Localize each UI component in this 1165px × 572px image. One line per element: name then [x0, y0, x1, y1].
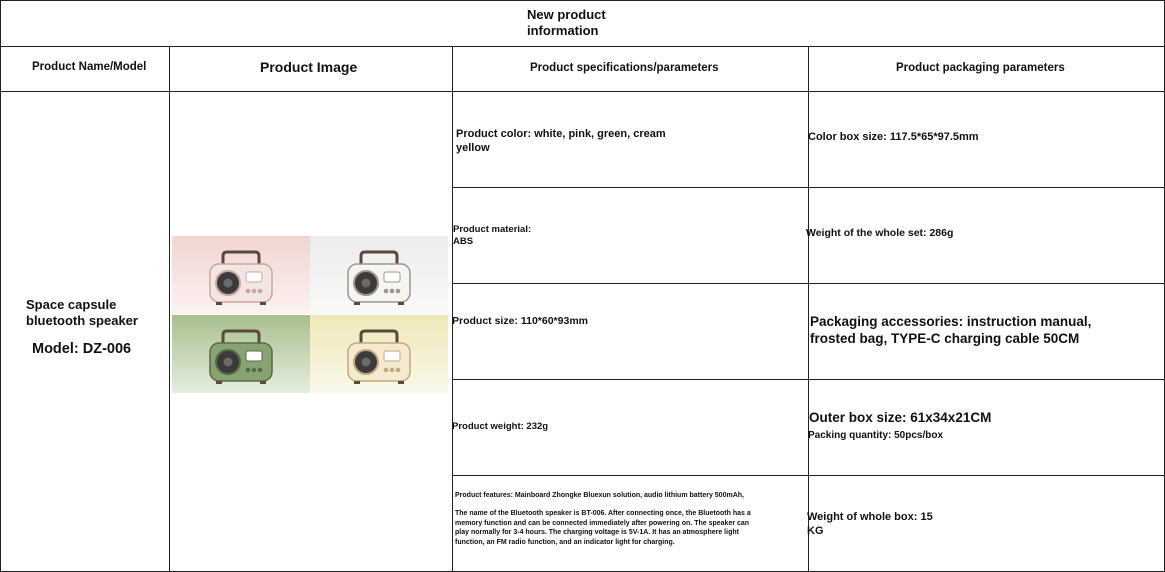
speaker-foot [216, 302, 222, 305]
speaker-foot [398, 381, 404, 384]
pack-quantity: Packing quantity: 50pcs/box [808, 430, 944, 441]
speaker-white-illustration [310, 236, 448, 314]
speaker-button-icon [252, 289, 257, 294]
speaker-cone-icon [224, 358, 233, 367]
speaker-cone-icon [362, 279, 371, 288]
pack-accessories [810, 314, 1091, 348]
spec-features-line-2: The name of the Bluetooth speaker is BT-006. After connecting once, the Bluetooth has a [455, 510, 751, 518]
speaker-tile-cream [310, 315, 448, 393]
speaker-button-icon [258, 368, 263, 373]
pack-box-weight-line-1: Weight of whole box: 15 [807, 511, 933, 523]
spec-size: Product size: 110*60*93mm [452, 315, 588, 327]
spec-row-divider-2 [452, 283, 1165, 284]
spec-material-line-1: Product material: [453, 224, 532, 235]
speaker-button-icon [246, 368, 251, 373]
speaker-button-icon [390, 289, 395, 294]
speaker-button-icon [390, 368, 395, 373]
product-name [26, 297, 138, 330]
speaker-button-icon [258, 289, 263, 294]
speaker-button-icon [396, 289, 401, 294]
pack-box-weight-line-2: KG [807, 524, 824, 537]
pack-accessories-line-1: Packaging accessories: instruction manual, [810, 314, 1092, 329]
spec-color-line-2: yellow [456, 141, 490, 154]
speaker-foot [216, 381, 222, 384]
spec-weight: Product weight: 232g [452, 421, 549, 432]
header-name-model: Product Name/Model [32, 61, 147, 73]
spec-row-divider-1 [452, 187, 1165, 188]
speaker-cone-icon [362, 358, 371, 367]
table-border-top [0, 0, 1165, 1]
speaker-button-icon [252, 368, 257, 373]
product-image-grid [172, 236, 448, 393]
speaker-tile-white [310, 236, 448, 314]
header-specifications: Product specifications/parameters [530, 62, 719, 74]
pack-box-weight [807, 511, 933, 539]
spec-features-line-4: play normally for 3-4 hours. The charging voltage is 5V-1A. It has an atmosphere light [455, 529, 739, 537]
pack-outer-box: Outer box size: 61x34x21CM [809, 410, 992, 425]
product-name-line-2: bluetooth speaker [26, 313, 138, 329]
spec-row-divider-4 [452, 475, 1165, 476]
spec-features-line-3: memory function and can be connected immediately after powering on. The speaker can [455, 519, 750, 527]
speaker-foot [354, 302, 360, 305]
product-name-line-1: Space capsule [26, 297, 117, 312]
header-product-image: Product Image [260, 59, 358, 75]
title-line-2: information [527, 23, 599, 39]
spec-features-line-5: function, an FM radio function, and an indicator light for charging. [455, 538, 675, 546]
speaker-pink-illustration [172, 236, 310, 314]
speaker-tile-pink [172, 236, 310, 314]
col-divider-2 [452, 46, 453, 572]
speaker-button-icon [246, 289, 251, 294]
speaker-cone-icon [224, 279, 233, 288]
pack-accessories-line-2: frosted bag, TYPE-C charging cable 50CM [810, 330, 1080, 346]
pack-set-weight: Weight of the whole set: 286g [806, 227, 954, 239]
spec-row-divider-3 [452, 379, 1165, 380]
table-border-left [0, 0, 1, 572]
spec-features [455, 491, 751, 547]
speaker-green-illustration [172, 315, 310, 393]
speaker-foot [260, 381, 266, 384]
speaker-button-icon [396, 368, 401, 373]
title-row-divider [0, 46, 1165, 47]
speaker-display [384, 272, 400, 282]
speaker-foot [354, 381, 360, 384]
speaker-button-icon [384, 368, 389, 373]
product-model: Model: DZ-006 [32, 341, 132, 357]
header-row-divider [0, 91, 1165, 92]
header-packaging: Product packaging parameters [896, 62, 1065, 74]
page-title [527, 7, 637, 40]
pack-color-box: Color box size: 117.5*65*97.5mm [808, 131, 979, 143]
spec-material-line-2: ABS [453, 235, 474, 247]
spec-color-line-1: Product color: white, pink, green, cream [456, 128, 666, 140]
col-divider-1 [169, 46, 170, 572]
spec-color [456, 128, 666, 156]
spec-features-line-1: Product features: Mainboard Zhongke Bluexun solution, audio lithium battery 500mAh, [455, 492, 744, 499]
spec-material [453, 224, 531, 248]
speaker-display [246, 351, 262, 361]
speaker-display [246, 272, 262, 282]
title-line-1: New product [527, 7, 606, 22]
speaker-foot [260, 302, 266, 305]
col-divider-3 [808, 46, 809, 572]
speaker-tile-green [172, 315, 310, 393]
speaker-button-icon [384, 289, 389, 294]
speaker-display [384, 351, 400, 361]
speaker-cream-illustration [310, 315, 448, 393]
speaker-foot [398, 302, 404, 305]
